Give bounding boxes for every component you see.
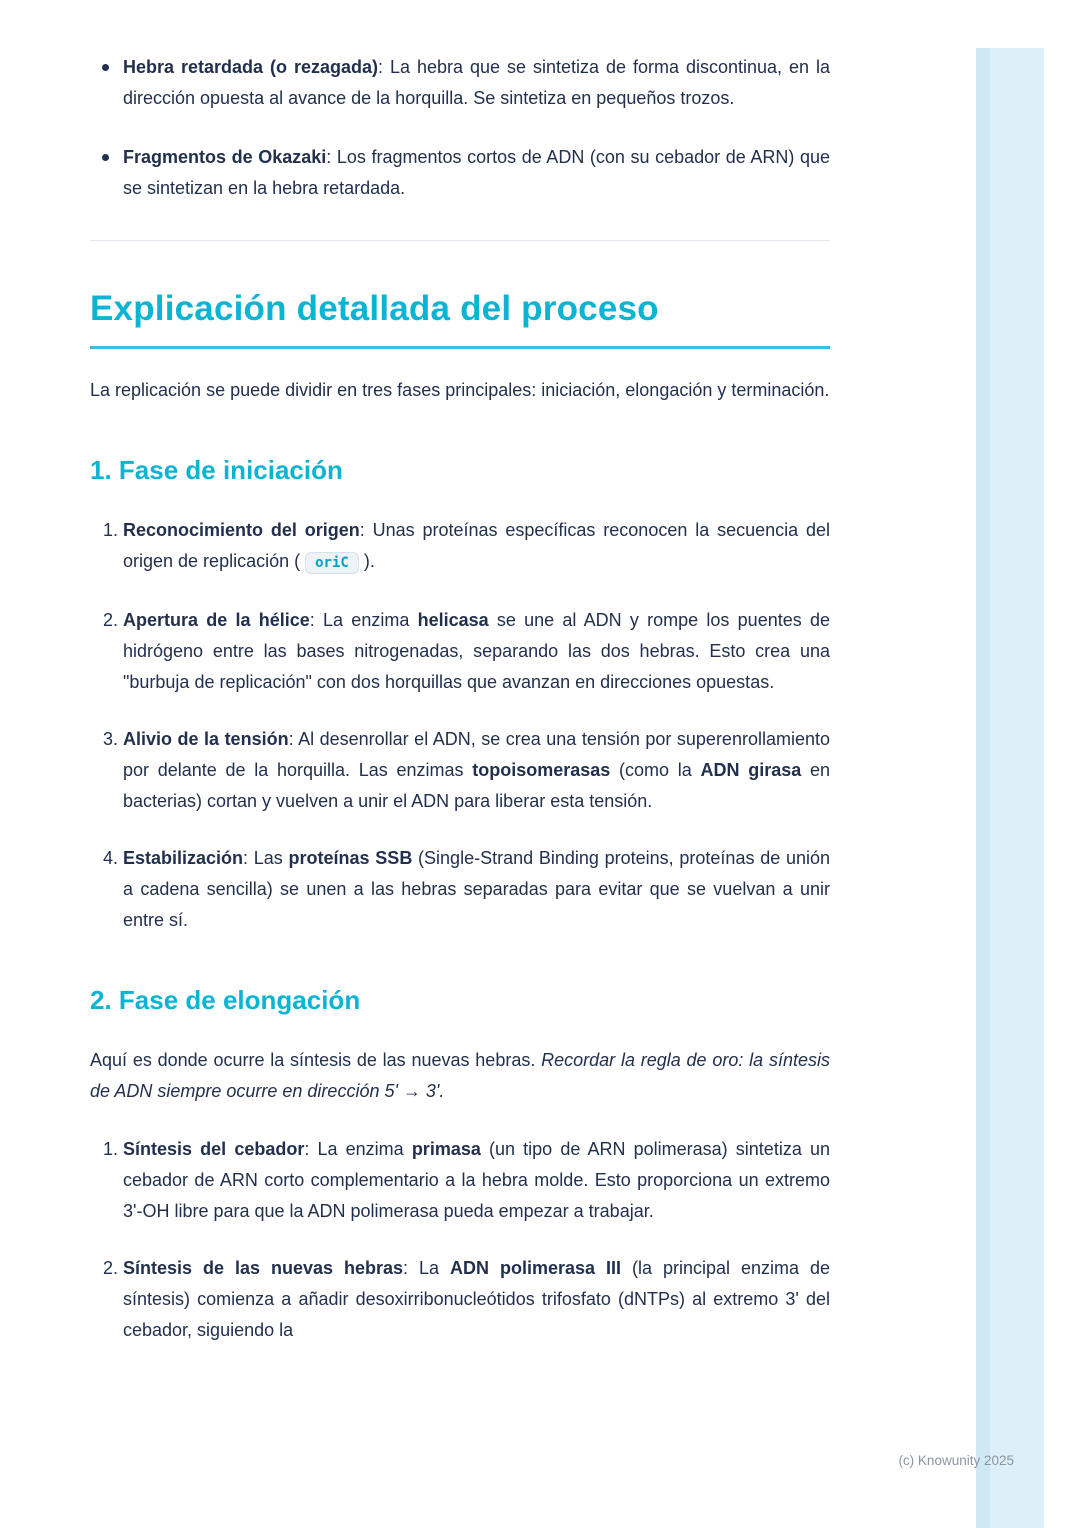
list-item — [90, 724, 830, 817]
section-intro-paragraph: La replicación se puede dividir en tres fases principales: iniciación, elongación y terminación. — [90, 380, 830, 400]
list-item — [90, 1253, 830, 1346]
step-text-sintesis-hebras: Síntesis de las nuevas hebras: La ADN polimerasa III (la principal enzima de síntesis) comienza a añadir desoxirribonucleótidos trifosfato (dNTPs) al extremo 3' del cebador, siguiendo la — [123, 1258, 831, 1340]
list-item — [90, 1134, 830, 1227]
step-number: 1. — [103, 1139, 119, 1159]
step-text-estabilizacion: Estabilización: Las proteínas SSB (Single-Strand Binding proteins, proteínas de unión a cadena sencilla) se unen a las hebras separadas para evitar que se vuelvan a unir entre sí. — [123, 848, 830, 930]
list-item — [90, 605, 830, 698]
step-text-apertura: Apertura de la hélice: La enzima helicasa se une al ADN y rompe los puentes de hidrógeno entre las bases nitrogenadas, separando las dos hebras. Esto crea una "burbuja de replicación" con dos horquillas que avanzan en direcciones opuestas. — [123, 610, 830, 692]
step-text-alivio-tension: Alivio de la tensión: Al desenrollar el ADN, se crea una tensión por superenrollamiento por delante de la horquilla. Las enzimas topoisomerasas (como la ADN girasa en bacterias) cortan y vuelven a unir el ADN para liberar esta tensión. — [123, 729, 831, 811]
copyright-watermark: (c) Knowunity 2025 — [898, 1453, 1014, 1468]
bullet-text-hebra-retardada: Hebra retardada (o rezagada): La hebra que se sintetiza de forma discontinua, en la dirección opuesta al avance de la horquilla. Se sintetiza en pequeños trozos. — [123, 57, 830, 108]
step-number: 4. — [103, 848, 119, 868]
subsection-title-elongacion: 2. Fase de elongación — [90, 985, 361, 1015]
section-divider — [90, 240, 830, 241]
document-content — [90, 52, 830, 1372]
section-title-underline — [90, 346, 830, 349]
step-number: 2. — [103, 1258, 119, 1278]
bullet-dot-icon — [102, 64, 109, 71]
elongation-steps-list — [90, 1134, 830, 1346]
glossary-bullet-list — [90, 52, 830, 204]
subsection-title-iniciacion: 1. Fase de iniciación — [90, 455, 343, 485]
initiation-steps-list — [90, 515, 830, 936]
page-edge-stripe — [976, 48, 1044, 1528]
list-item — [90, 142, 830, 204]
list-item — [90, 515, 830, 579]
bullet-dot-icon — [102, 154, 109, 161]
list-item — [90, 52, 830, 114]
list-item — [90, 843, 830, 936]
step-number: 3. — [103, 729, 119, 749]
step-text-reconocimiento: Reconocimiento del origen: Unas proteínas específicas reconocen la secuencia del origen de replicación ( oriC ). — [123, 515, 830, 579]
bullet-text-fragmentos-okazaki: Fragmentos de Okazaki: Los fragmentos cortos de ADN (con su cebador de ARN) que se sintetizan en la hebra retardada. — [123, 147, 830, 198]
inline-code-chip: oriC — [305, 552, 359, 574]
section-title: Explicación detallada del proceso — [90, 289, 659, 328]
step-number: 2. — [103, 610, 119, 630]
elongation-intro-paragraph: Aquí es donde ocurre la síntesis de las nuevas hebras. Recordar la regla de oro: la síntesis de ADN siempre ocurre en dirección 5' → 3'. — [90, 1050, 830, 1101]
step-text-sintesis-cebador: Síntesis del cebador: La enzima primasa (un tipo de ARN polimerasa) sintetiza un cebador de ARN corto complementario a la hebra molde. Esto proporciona un extremo 3'-OH libre para que la ADN polimerasa pueda empezar a trabajar. — [123, 1139, 830, 1221]
step-number: 1. — [103, 520, 119, 540]
